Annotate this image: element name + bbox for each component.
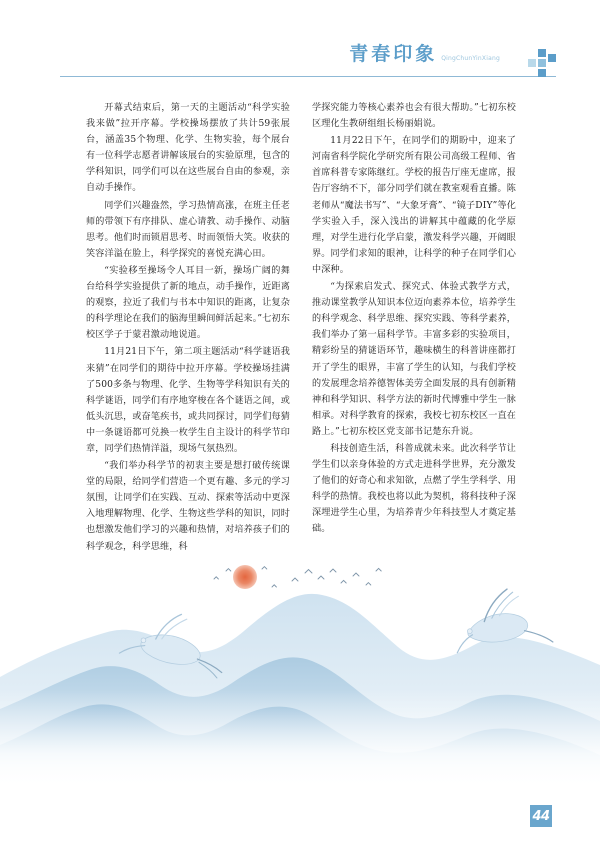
paragraph: 同学们兴趣盎然，学习热情高涨，在班主任老师的带领下有序排队、虚心请教、动手操作、动脑思考。他们时而锁眉思考、时而领悟大笑。收获的笑容洋溢在脸上，科学探究的喜悦充满心田。 bbox=[86, 200, 290, 259]
bird-flock-icon bbox=[214, 567, 381, 587]
mountain-mid bbox=[0, 657, 600, 789]
brand-title-pinyin: QingChunYinXiang bbox=[441, 54, 500, 62]
mountain-far bbox=[0, 594, 600, 789]
page-number-badge: 44 bbox=[530, 805, 552, 827]
paragraph: 11月21日下午，第二项主题活动“科学谜语我来猜”在同学们的期待中拉开序幕。学校操场挂满了500多条与物理、化学、生物等学科知识有关的科学谜语，同学们有序地穿梭在各个谜语之间，或低头沉思，或奋笔疾书，或共同探讨，同学们每猜中一条谜语都可兑换一枚学生自主设计的科学节印章，同学们热情洋溢，现场气氛热烈。 bbox=[86, 347, 290, 454]
paragraph: “我们举办科学节的初衷主要是想打破传统课堂的局限，给同学们营造一个更有趣、多元的学习氛围，让同学们在实践、互动、探索等活动中更深入地理解物理、化学、生物这些学科的知识，同时也想激发他们学习的兴趣和热情，对培养孩子们的科学观念，科学思维，科 bbox=[86, 461, 290, 552]
paragraph: 学探究能力等核心素养也会有很大帮助。”七初东校区理化生教研组组长杨丽娟说。 bbox=[312, 103, 516, 130]
ink-wash-landscape-illustration bbox=[0, 559, 600, 789]
motif-square-4 bbox=[538, 59, 546, 67]
motif-square-3 bbox=[548, 54, 556, 62]
header-square-motif-icon bbox=[526, 49, 556, 77]
paragraph: 科技创造生活，科普成就未来。此次科学节让学生们以亲身体验的方式走进科学世界，充分激发了他们的好奇心和求知欲，点燃了学生学科学、用科学的热情。我校也将以此为契机，将科技种子深深埋进学生心里，为培养青少年科技型人才奠定基础。 bbox=[312, 443, 516, 535]
column-left bbox=[86, 100, 290, 556]
paragraph: “实验移至操场令人耳目一新，操场广阔的舞台给科学实验提供了新的地点，动手操作，近距离的观察，拉近了我们与书本中知识的距离，让复杂的科学理论在我们的脑海里瞬间鲜活起来。”七初东校区学子于蒙君激动地说道。 bbox=[86, 265, 290, 341]
motif-square-2 bbox=[538, 49, 546, 57]
paragraph: 开幕式结束后，第一天的主题活动“科学实验我来做”拉开序幕。学校操场摆放了共计59张展台，涵盖35个物理、化学、生物实验，每个展台有一位科学志愿者讲解该展台的实验原理，包含的学科知识，同学们可以在这些展台自由的参观，亲自动手操作。 bbox=[86, 103, 290, 194]
paragraph: 11月22日下午，在同学们的期盼中，迎来了河南省科学院化学研究所有限公司高级工程师、省首席科普专家陈继红。学校的报告厅座无虚席，报告厅容纳不下，部分同学们就在教室观看直播。陈老师从“魔法书写”、“大象牙膏”、“镜子DIY”等化学实验入手，深入浅出的讲解其中蕴藏的化学原理，对学生进行化学启蒙，激发科学兴趣，开阔眼界。同学们求知的眼神，让科学的种子在同学们心中深种。 bbox=[312, 136, 516, 275]
header-divider bbox=[60, 76, 556, 77]
mountain-near bbox=[0, 704, 600, 789]
motif-square-5 bbox=[538, 69, 546, 77]
paragraph: “为探索启发式、探究式、体验式教学方式，推动课堂教学从知识本位迈向素养本位，培养学生的科学观念、科学思维、探究实践、等科学素养，我们举办了第一届科学节。丰富多彩的实验项目，精彩纷呈的猜谜语环节，趣味横生的科普讲座都打开了学生的眼界，丰富了学生的认知，与我们学校的发展理念培养德智体美劳全面发展的具有创新精神和科学知识、科学方法的新时代博雅中学生一脉相承。对科学教育的探索，我校七初东校区一直在路上。”七初东校区党支部书记楚东升说。 bbox=[312, 282, 516, 437]
page-header bbox=[60, 43, 556, 86]
brand-block bbox=[339, 44, 504, 67]
mist-overlay bbox=[0, 689, 600, 789]
sun-icon bbox=[233, 565, 257, 589]
crane-right-icon bbox=[448, 583, 553, 659]
crane-left-icon bbox=[118, 607, 229, 679]
motif-square-1 bbox=[528, 59, 536, 67]
brand-title-cn: 青春印象 bbox=[349, 43, 438, 65]
article-body bbox=[86, 100, 516, 556]
column-right bbox=[312, 100, 516, 556]
